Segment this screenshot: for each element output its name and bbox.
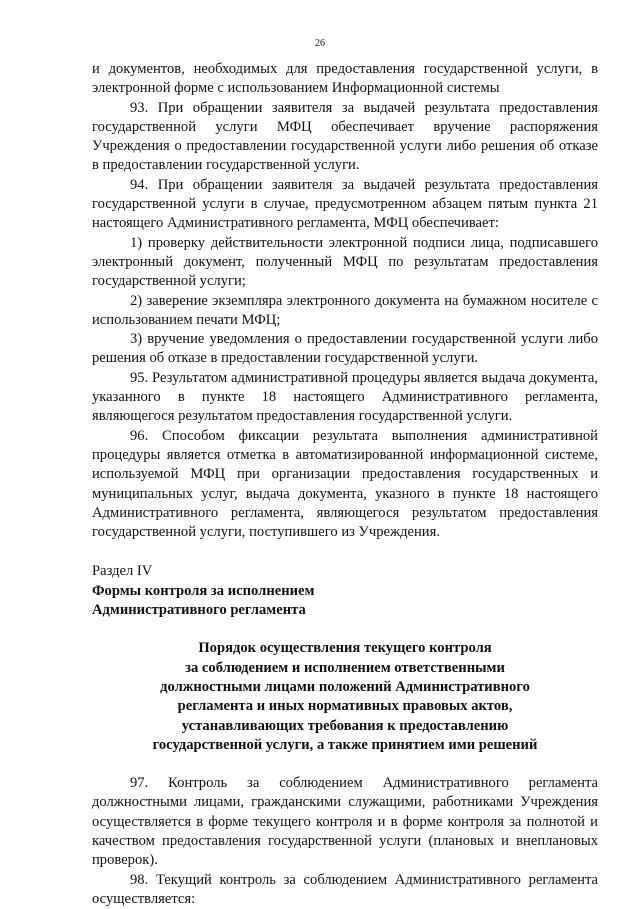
paragraph-97: 97. Контроль за соблюдением Административного регламента должностными лицами, гражданскими служащими, работниками Учреждения осуществляется в форме текущего контроля и в форме контроля за полнотой и качеством предоставления государственной услуги (плановых и внеплановых проверок). — [92, 775, 598, 869]
paragraph-94-item-3: 3) вручение уведомления о предоставлении государственной услуги либо решения об отказе в предоставлении государственной услуги. — [92, 331, 598, 367]
paragraph-94-item-2: 2) заверение экземпляра электронного документа на бумажном носителе с использованием печати МФЦ; — [92, 292, 598, 328]
paragraph-95: 95. Результатом административной процедуры является выдача документа, указанного в пункте 18 настоящего Административного регламента, являющегося результатом предоставления государственной услуги. — [92, 369, 598, 425]
subsection-title-line: государственной услуги, а также принятием ими решений — [152, 736, 538, 753]
subsection-title-line: регламента и иных нормативных правовых актов, — [177, 698, 513, 715]
page-number: 26 — [315, 38, 325, 49]
paragraph-94-item-1: 1) проверку действительности электронной подписи лица, подписавшего электронный документ, полученный МФЦ по результатам предоставления государственной услуги; — [92, 234, 598, 290]
paragraph-98: 98. Текущий контроль за соблюдением Административного регламента осуществляется: — [92, 871, 598, 907]
section-heading — [92, 562, 598, 620]
section-title-line: Формы контроля за исполнением — [92, 582, 315, 599]
paragraph-93: 93. При обращении заявителя за выдачей результата предоставления государственной услуги МФЦ обеспечивает вручение распоряжения Учреждения о предоставлении государственной услуги либо решения об отказе в предоставлении государственной услуги. — [92, 99, 598, 174]
document-body — [92, 60, 598, 909]
paragraph-94: 94. При обращении заявителя за выдачей результата предоставления государственной услуги в случае, предусмотренном абзацем пятым пункта 21 настоящего Административного регламента, МФЦ обеспечивает: — [92, 176, 598, 232]
subsection-title — [92, 639, 598, 755]
subsection-title-line: Порядок осуществления текущего контроля — [198, 640, 492, 657]
paragraph-continuation: и документов, необходимых для предоставления государственной услуги, в электронной форме с использованием Информационной системы — [92, 61, 598, 97]
section-title — [92, 582, 598, 621]
subsection-title-line: должностными лицами положений Административного — [160, 678, 530, 695]
subsection-title-line: за соблюдением и исполнением ответственными — [185, 659, 505, 676]
section-title-line: Административного регламента — [92, 602, 306, 619]
paragraph-96: 96. Способом фиксации результата выполнения административной процедуры является отметка в автоматизированной информационной системе, используемой МФЦ при организации предоставления государственных и муниципальных услуг, выдача документа, указного в пункте 18 настоящего Административного регламента, являющегося результатом предоставления государственной услуги, поступившего из Учреждения. — [92, 427, 598, 541]
section-number: Раздел IV — [92, 563, 153, 580]
subsection-title-line: устанавливающих требования к предоставлению — [181, 717, 509, 734]
